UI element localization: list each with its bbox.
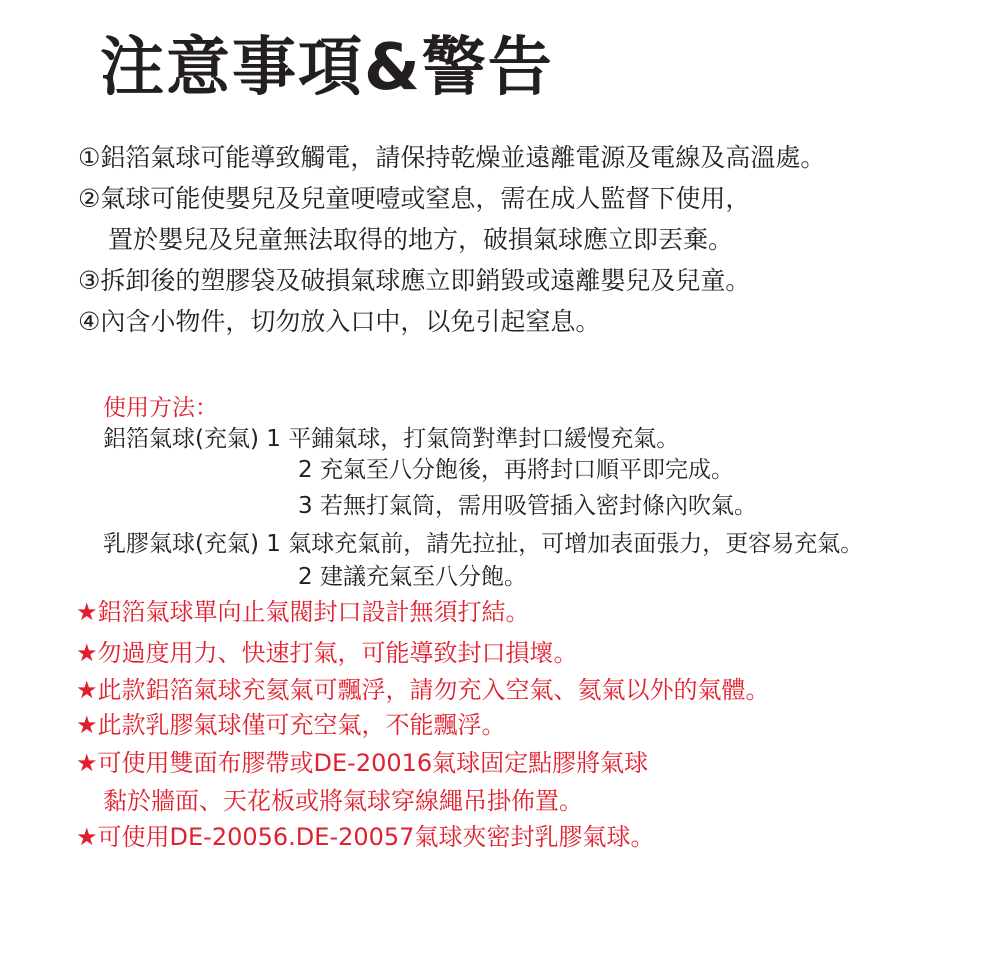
warning-item: ②氣球可能使嬰兒及兒童哽噎或窒息，需在成人監督下使用，: [78, 184, 751, 213]
note-item: 黏於牆面、天花板或將氣球穿線繩吊掛佈置。: [103, 787, 583, 815]
usage-line: 3 若無打氣筒，需用吸管插入密封條內吹氣。: [298, 493, 757, 519]
note-item: ★可使用DE-20056.DE-20057氣球夾密封乳膠氣球。: [76, 823, 655, 851]
warning-item: ③拆卸後的塑膠袋及破損氣球應立即銷毀或遠離嬰兒及兒童。: [78, 266, 751, 295]
page-title: 注意事項&警告: [100, 31, 554, 105]
usage-line: 鋁箔氣球(充氣) 1 平鋪氣球，打氣筒對準封口緩慢充氣。: [103, 426, 680, 452]
note-item: ★此款鋁箔氣球充氦氣可飄浮，請勿充入空氣、氦氣以外的氣體。: [76, 676, 770, 704]
note-item: ★此款乳膠氣球僅可充空氣，不能飄浮。: [76, 711, 506, 739]
note-item: ★鋁箔氣球單向止氣閥封口設計無須打結。: [76, 598, 530, 626]
usage-line: 2 建議充氣至八分飽。: [298, 564, 527, 590]
warning-item: ①鋁箔氣球可能導致觸電，請保持乾燥並遠離電源及電線及高溫處。: [78, 143, 826, 172]
usage-heading: 使用方法：: [103, 395, 218, 421]
usage-line: 2 充氣至八分飽後，再將封口順平即完成。: [298, 457, 734, 483]
usage-line: 乳膠氣球(充氣) 1 氣球充氣前，請先拉扯，可增加表面張力，更容易充氣。: [103, 531, 864, 557]
warning-item: 置於嬰兒及兒童無法取得的地方，破損氣球應立即丟棄。: [108, 225, 734, 254]
note-item: ★勿過度用力、快速打氣，可能導致封口損壞。: [76, 639, 578, 667]
note-item: ★可使用雙面布膠帶或DE-20016氣球固定點膠將氣球: [76, 749, 649, 777]
warning-item: ④內含小物件，切勿放入口中，以免引起窒息。: [78, 307, 601, 336]
